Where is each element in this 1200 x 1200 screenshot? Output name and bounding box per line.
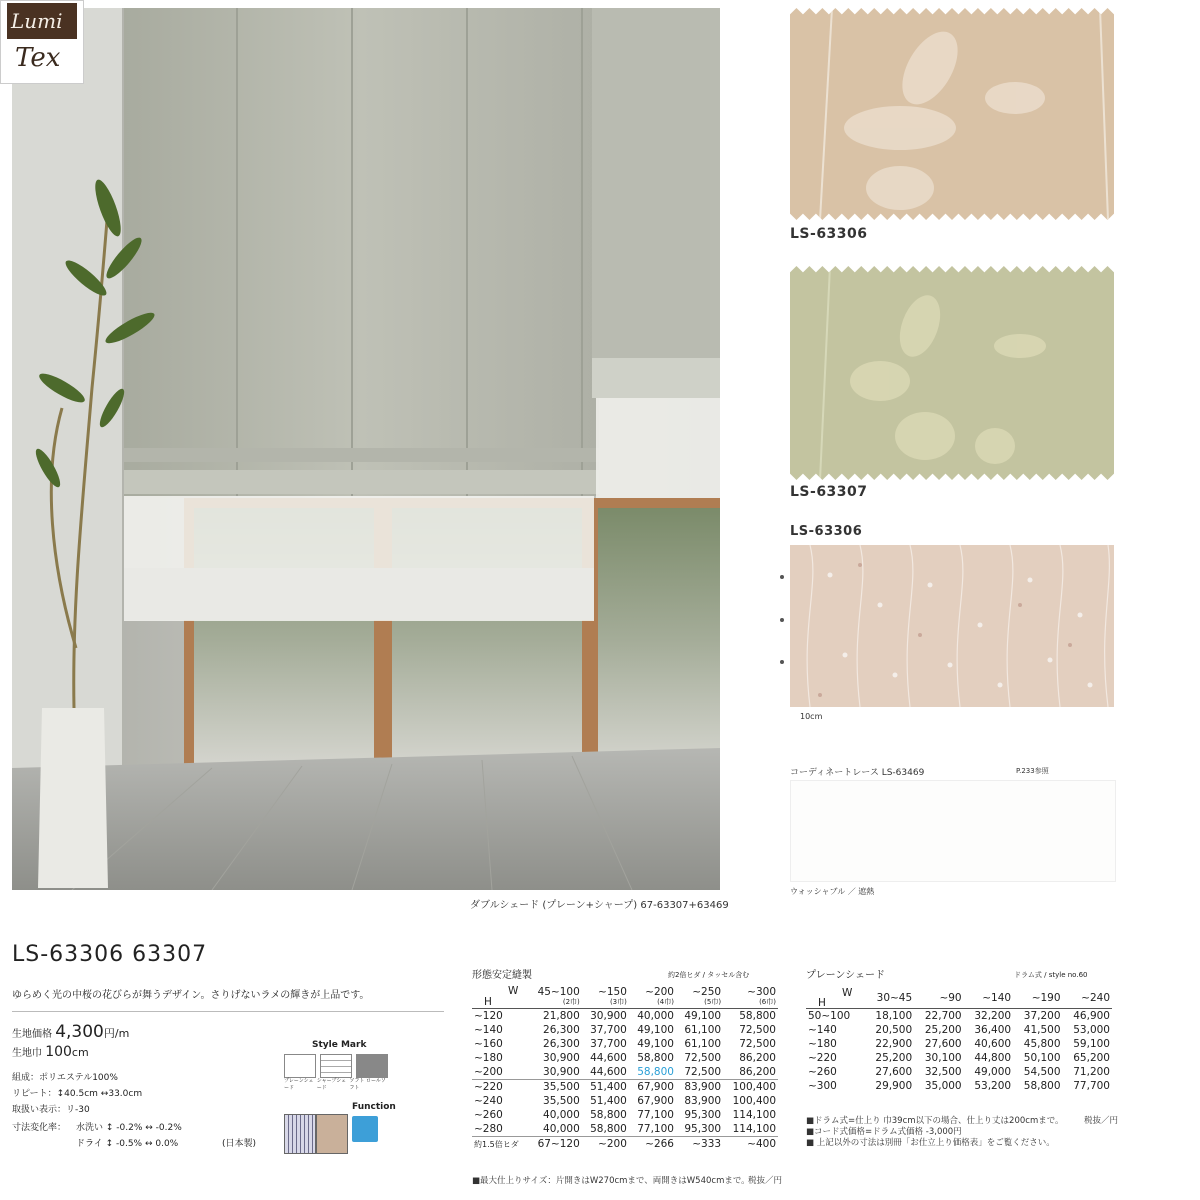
price-label: 生地価格: [12, 1029, 52, 1040]
scale-dot: [780, 618, 784, 622]
table1-cell: 40,000: [543, 1109, 580, 1121]
table1-col-sub: (4巾): [657, 998, 674, 1006]
table1-cell: 72,500: [739, 1038, 776, 1050]
table-row: [806, 1009, 1112, 1024]
spec-item: 取扱い表示：リ-30: [12, 1105, 90, 1115]
table2-row-height: ~180: [808, 1038, 837, 1050]
table2-subtitle: ドラム式 / style no.60: [1014, 971, 1088, 979]
table1-cell: 86,200: [739, 1052, 776, 1064]
table-row: [806, 1065, 1112, 1079]
table-row: [472, 1094, 778, 1108]
table1-cell: 21,800: [543, 1010, 580, 1022]
shrink-row: ドライ ↕ -0.5% ↔ 0.0%: [76, 1139, 179, 1149]
table2-tax-note: 税抜／円: [1084, 1116, 1119, 1126]
table1-axis-header: [472, 986, 528, 1009]
table2-cell: 27,600: [924, 1038, 962, 1050]
roll-soft-icon: [356, 1054, 388, 1078]
fabric-swatch-1: [790, 8, 1114, 220]
table1-cell: 95,300: [684, 1109, 722, 1121]
table2-cell: 32,500: [924, 1066, 962, 1078]
table2-cell: 32,200: [974, 1010, 1012, 1022]
table2-cell: 65,200: [1073, 1052, 1110, 1064]
table1-cell: 67,900: [637, 1095, 674, 1107]
table1-cell: 51,400: [582, 1080, 629, 1095]
fabric-swatch-2: [790, 266, 1114, 480]
table1-cell: 35,500: [543, 1095, 580, 1107]
table1-cell: 77,100: [637, 1109, 674, 1121]
table2-cell: 22,900: [875, 1038, 913, 1050]
table2-cell: 27,600: [875, 1066, 913, 1078]
width-unit: cm: [71, 1046, 89, 1059]
table2-note: ■ 上記以外の寸法は別冊「お仕立上り価格表」をご覧ください。: [806, 1138, 1055, 1148]
table1-cell: 72,500: [684, 1066, 722, 1078]
table2-container: [806, 988, 1112, 1093]
table2-cell: 45,800: [1023, 1038, 1061, 1050]
repeat-sample: [790, 545, 1114, 707]
table-row: [472, 1051, 778, 1065]
table1-cell: 44,600: [590, 1052, 627, 1064]
table1-row-height: ~160: [474, 1038, 503, 1050]
table1-cell: 37,700: [590, 1024, 627, 1036]
table1-cell: 100,400: [723, 1080, 778, 1095]
table2-cell: 54,500: [1023, 1066, 1061, 1078]
fabric-sample-icon-1: [284, 1114, 316, 1154]
table2-cell: 71,200: [1073, 1066, 1110, 1078]
shrink-row: 水洗い ↕ -0.2% ↔ -0.2%: [76, 1123, 182, 1133]
table2-h-label: H: [818, 997, 826, 1009]
table2-axis-header: [806, 988, 865, 1009]
table1-footer-label: 約1.5倍ヒダ: [472, 1137, 528, 1152]
table1-cell: 49,100: [637, 1038, 674, 1050]
table1-tax-note: 税抜／円: [748, 1176, 783, 1186]
table1-cell: 61,100: [684, 1024, 722, 1036]
product-photo: [12, 8, 720, 890]
brand-logo-line1: Lumi: [7, 3, 77, 39]
table2-cell: 53,200: [974, 1080, 1012, 1092]
table1-col-sub: (3巾): [609, 998, 627, 1006]
table1-cell: 58,800: [637, 1052, 674, 1064]
table1-cell: 35,500: [528, 1080, 581, 1095]
table2-cell: 22,700: [924, 1010, 962, 1022]
scale-dot: [780, 575, 784, 579]
table1-cell: 40,000: [637, 1010, 674, 1022]
table1-title: 形態安定縫製: [472, 970, 532, 981]
table2-cell: 29,900: [875, 1080, 913, 1092]
table-row: [806, 1051, 1112, 1065]
table2-cell: 20,500: [875, 1024, 913, 1036]
table1-cell: 51,400: [590, 1095, 627, 1107]
width-row: [12, 1044, 89, 1060]
table1-col-header: [528, 986, 581, 1009]
table2-cell: 18,100: [875, 1010, 913, 1022]
table1-col-range: ~300: [747, 986, 776, 998]
table1-cell: 100,400: [732, 1095, 776, 1107]
table1-cell: 30,900: [543, 1052, 580, 1064]
table2-cell: 25,200: [924, 1024, 962, 1036]
brand-logo: [0, 0, 84, 84]
scale-ruler: [790, 708, 1114, 709]
table1-col-header: [582, 986, 629, 1009]
table1-cell: 26,300: [543, 1024, 580, 1036]
table-row: [806, 1037, 1112, 1051]
scale-dot: [780, 660, 784, 664]
table1-row-height: ~140: [474, 1024, 503, 1036]
table2-cell: 25,200: [875, 1052, 913, 1064]
table-row: [806, 1079, 1112, 1093]
table2-col-header: 30~45: [865, 988, 914, 1009]
table2-title: プレーンシェード: [806, 970, 885, 981]
table1-container: [472, 986, 778, 1151]
table1-col-range: ~200: [645, 986, 674, 998]
table1-cell: 49,100: [637, 1024, 674, 1036]
table1-cell: 114,100: [732, 1109, 776, 1121]
table1-col-range: ~250: [692, 986, 722, 998]
table1-row-height: ~120: [474, 1010, 503, 1022]
table2-cell: 36,400: [974, 1024, 1012, 1036]
product-description: ゆらめく光の中桜の花びらが舞うデザイン。さりげないラメの輝きが上品です。: [12, 990, 370, 1001]
table2-cell: 46,900: [1073, 1010, 1110, 1022]
table1-row-height: ~280: [474, 1123, 503, 1135]
table1-footer-cell: ~200: [582, 1137, 629, 1152]
table1-footer-cell: ~266: [629, 1137, 676, 1152]
table2-cell: 44,800: [974, 1052, 1012, 1064]
style-mark-label: ソフト ロールソフト: [349, 1078, 386, 1091]
table2-notes: [806, 1116, 1119, 1149]
table1-col-sub: (6巾): [759, 998, 776, 1006]
table2-cell: 53,000: [1073, 1024, 1110, 1036]
table-row: [472, 1122, 778, 1137]
table1-footer-row: [472, 1137, 778, 1152]
divider: [12, 1011, 444, 1012]
table1-footer-cell: 67~120: [528, 1137, 581, 1152]
table2-cell: 77,700: [1073, 1080, 1110, 1092]
table1-col-sub: (5巾): [704, 998, 722, 1006]
price-value: 4,300: [55, 1022, 104, 1042]
table2-row-height: ~220: [808, 1052, 837, 1064]
table1-cell: 37,700: [590, 1038, 627, 1050]
table1-cell: 95,300: [684, 1123, 722, 1135]
origin-label: (日本製): [222, 1139, 257, 1149]
table1-cell: 58,800: [637, 1066, 674, 1078]
table-row: [472, 1065, 778, 1080]
table2-col-header: ~190: [1013, 988, 1062, 1009]
table1-col-header: [723, 986, 778, 1009]
table-row: [472, 1080, 778, 1095]
table1-row-height: ~180: [474, 1052, 503, 1064]
shrink-values: [76, 1120, 182, 1152]
table1-row-height: ~260: [474, 1109, 503, 1121]
table1-footer-cell: ~400: [723, 1137, 778, 1152]
table2-cell: 58,800: [1023, 1080, 1061, 1092]
width-value: 100: [45, 1044, 72, 1060]
table2-cell: 30,100: [924, 1052, 962, 1064]
roman-shade-scene-illustration: [12, 8, 720, 890]
table2-cell: 41,500: [1023, 1024, 1061, 1036]
price-row: [12, 1022, 129, 1042]
photo-caption: ダブルシェード (プレーン+シャープ) 67-63307+63469: [470, 900, 729, 911]
table1-col-range: ~150: [598, 986, 627, 998]
table1-cell: 61,100: [684, 1038, 722, 1050]
spec-list: [12, 1070, 142, 1118]
table2-col-header: ~90: [914, 988, 963, 1009]
lace-swatch: [790, 780, 1116, 882]
table1-cell: 83,900: [684, 1095, 722, 1107]
table2-row-height: ~260: [808, 1066, 837, 1078]
table1-cell: 30,900: [590, 1010, 627, 1022]
price-table-1: [472, 986, 778, 1151]
washable-icon: [352, 1116, 378, 1142]
price-unit: 円/m: [103, 1027, 130, 1040]
swatch-1-code: LS-63306: [790, 226, 868, 242]
table1-cell: 30,900: [543, 1066, 580, 1078]
table1-cell: 77,100: [637, 1123, 674, 1135]
table1-col-sub: (2巾): [562, 998, 580, 1006]
spec-item: リピート：↕40.5cm ↔33.0cm: [12, 1089, 143, 1099]
table1-row-height: ~220: [472, 1080, 528, 1095]
coordinate-lace-label: コーディネートレース LS-63469: [790, 768, 925, 778]
table2-note: ■ドラム式=仕上り 巾39cm以下の場合、仕上り丈は200cmまで。: [806, 1116, 1064, 1126]
sharp-shade-icon: [320, 1054, 352, 1078]
width-label: 生地巾: [12, 1048, 42, 1059]
table1-row-height: ~240: [474, 1095, 503, 1107]
style-mark-icons: [284, 1054, 388, 1094]
brand-logo-line2: Tex: [15, 43, 61, 73]
plain-shade-icon: [284, 1054, 316, 1078]
table-row: [472, 1009, 778, 1024]
coordinate-lace-page-ref: P.233参照: [1016, 767, 1049, 775]
table2-cell: 59,100: [1073, 1038, 1110, 1050]
table-row: [472, 1023, 778, 1037]
style-mark-labels: [284, 1078, 388, 1092]
table2-cell: 49,000: [974, 1066, 1012, 1078]
table1-note: ■最大仕上りサイズ：片開きはW270cmまで、両開きはW540cmまで。: [472, 1176, 750, 1186]
style-mark-label: プレーンシェード: [284, 1078, 314, 1091]
fabric-sample-icon-2: [316, 1114, 348, 1154]
table1-footer-cell: ~333: [676, 1137, 723, 1152]
table1-cell: 49,100: [684, 1010, 722, 1022]
table1-cell: 114,100: [732, 1123, 776, 1135]
table1-cell: 26,300: [543, 1038, 580, 1050]
table1-cell: 86,200: [739, 1066, 776, 1078]
table1-col-range: 45~100: [537, 986, 580, 998]
table-row: [472, 1037, 778, 1051]
table1-cell: 67,900: [629, 1080, 676, 1095]
shrink-label: 寸法変化率：: [12, 1123, 67, 1133]
fabric-swatch-2-texture: [790, 266, 1114, 480]
repeat-sample-code: LS-63306: [790, 524, 863, 539]
table2-row-height: ~140: [808, 1024, 837, 1036]
table1-cell: 40,000: [543, 1123, 580, 1135]
table2-cell: 35,000: [924, 1080, 962, 1092]
table2-col-header: ~140: [964, 988, 1013, 1009]
table2-row-height: 50~100: [808, 1010, 851, 1022]
table1-cell: 72,500: [684, 1052, 722, 1064]
table2-cell: 40,600: [974, 1038, 1012, 1050]
repeat-sample-pattern: [790, 545, 1114, 707]
table1-cell: 83,900: [676, 1080, 723, 1095]
price-table-2: [806, 988, 1112, 1093]
product-title: LS-63306 63307: [12, 942, 208, 967]
table1-col-header: [629, 986, 676, 1009]
table2-col-header: ~240: [1063, 988, 1112, 1009]
table1-cell: 58,800: [739, 1010, 776, 1022]
fabric-swatch-1-texture: [790, 8, 1114, 220]
style-mark-label: シャープシェード: [316, 1078, 347, 1091]
table1-subtitle: 約2倍ヒダ / タッセル含む: [668, 971, 750, 979]
table1-cell: 72,500: [739, 1024, 776, 1036]
table1-cell: 58,800: [590, 1109, 627, 1121]
table2-note: ■コード式価格=ドラム式価格 -3,000円: [806, 1127, 962, 1137]
style-mark-title: Style Mark: [312, 1040, 367, 1050]
table1-w-label: W: [508, 985, 519, 997]
spec-item: 組成：ポリエステル100%: [12, 1073, 118, 1083]
table1-cell: 58,800: [590, 1123, 627, 1135]
table1-col-header: [676, 986, 723, 1009]
table-row: [806, 1023, 1112, 1037]
swatch-2-code: LS-63307: [790, 484, 868, 500]
table1-cell: 44,600: [590, 1066, 627, 1078]
function-title: Function: [352, 1102, 396, 1112]
table2-row-height: ~300: [808, 1080, 837, 1092]
scale-label: 10cm: [800, 712, 823, 721]
shrink-spec: [12, 1120, 66, 1136]
table1-h-label: H: [484, 996, 492, 1008]
table-row: [472, 1108, 778, 1122]
table2-cell: 37,200: [1023, 1010, 1061, 1022]
table2-w-label: W: [842, 987, 853, 999]
table2-cell: 50,100: [1023, 1052, 1061, 1064]
coordinate-lace-caption: ウォッシャブル ／ 遮熱: [790, 887, 875, 896]
table1-row-height: ~200: [474, 1066, 503, 1078]
